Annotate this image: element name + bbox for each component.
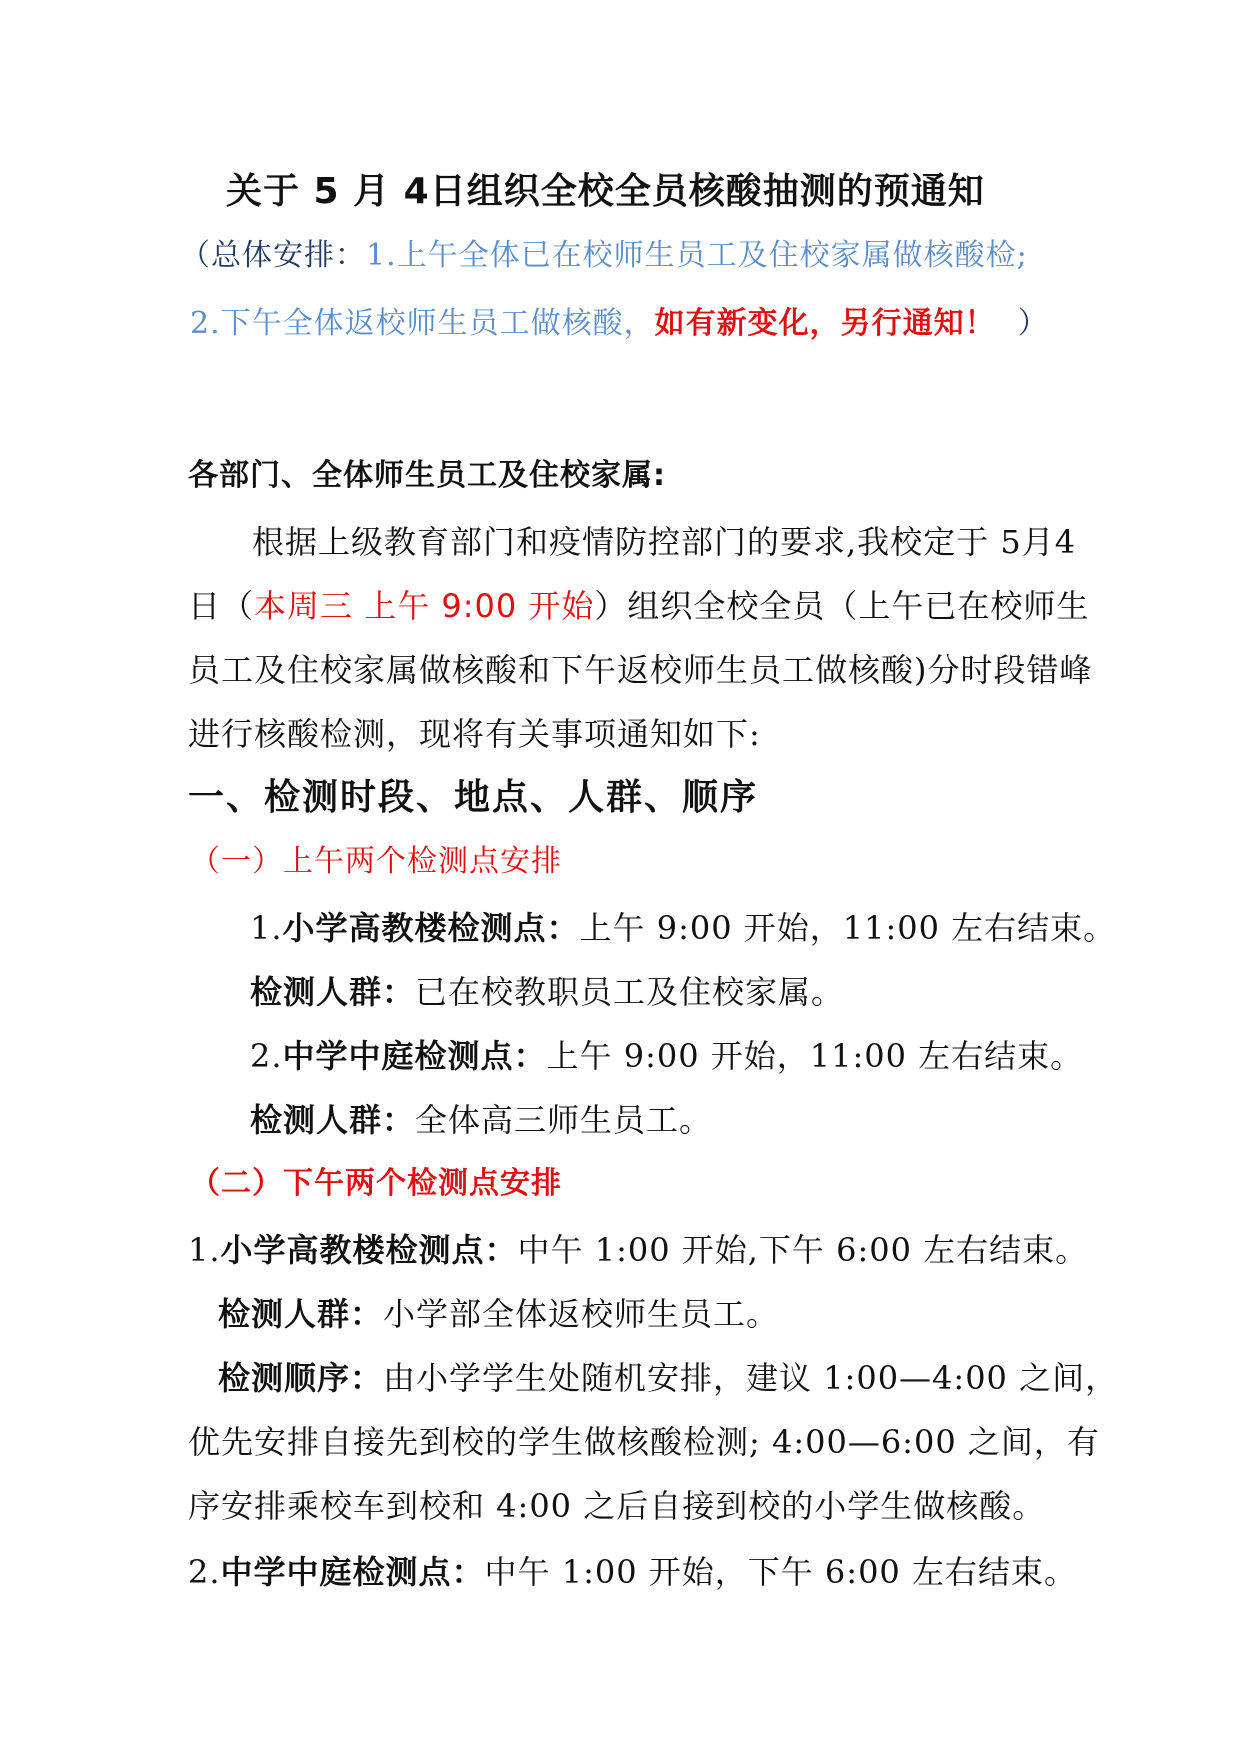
morning-site-2-group xyxy=(250,1100,712,1140)
intro-line-2-start: 日（ xyxy=(188,587,255,625)
morning-site-2-label: 中学中庭检测点： xyxy=(282,1037,547,1075)
morning-site-2-num: 2. xyxy=(250,1037,283,1075)
afternoon-site-1-label: 小学高教楼检测点： xyxy=(220,1231,518,1269)
document-title: 关于 5 月 4日组织全校全员核酸抽测的预通知 xyxy=(226,171,985,212)
section-1-heading: 一、检测时段、地点、人群、顺序 xyxy=(188,777,759,818)
afternoon-site-2-time: 中午 1:00 开始，下午 6:00 左右结束。 xyxy=(484,1553,1077,1591)
morning-site-1-time: 上午 9:00 开始，11:00 左右结束。 xyxy=(579,909,1117,947)
afternoon-site-1-order-label: 检测顺序： xyxy=(218,1359,384,1397)
afternoon-site-1-group xyxy=(218,1294,779,1334)
morning-site-2-group-label: 检测人群： xyxy=(250,1101,416,1139)
intro-line-4: 进行核酸检测，现将有关事项通知如下: xyxy=(188,715,761,753)
afternoon-site-1-order-line-2: 优先安排自接先到校的学生做核酸检测; 4:00—6:00 之间，有 xyxy=(188,1423,1100,1461)
intro-line-1: 根据上级教育部门和疫情防控部门的要求,我校定于 5月4 xyxy=(252,523,1077,561)
afternoon-site-1 xyxy=(188,1230,1088,1270)
afternoon-site-1-order-line-1: 由小学学生处随机安排，建议 1:00—4:00 之间， xyxy=(383,1359,1119,1397)
afternoon-site-1-order xyxy=(218,1358,1118,1398)
overview-line-1 xyxy=(180,236,1028,276)
morning-heading: （一）上午两个检测点安排 xyxy=(190,844,562,879)
morning-site-1-group-label: 检测人群： xyxy=(250,973,416,1011)
overview-open-paren: （ xyxy=(180,238,211,273)
intro-highlight: 本周三 上午 9:00 开始 xyxy=(254,587,595,625)
afternoon-site-1-order-line-3: 序安排乘校车到校和 4:00 之后自接到校的小学生做核酸。 xyxy=(188,1487,1046,1525)
morning-site-1-group xyxy=(250,972,844,1012)
afternoon-heading: （二）下午两个检测点安排 xyxy=(190,1166,562,1201)
morning-site-2-time: 上午 9:00 开始，11:00 左右结束。 xyxy=(546,1037,1084,1075)
intro-line-3: 员工及住校家属做核酸和下午返校师生员工做核酸)分时段错峰 xyxy=(188,651,1093,689)
afternoon-site-2-num: 2. xyxy=(188,1553,221,1591)
salutation: 各部门、全体师生员工及住校家属: xyxy=(188,458,666,493)
afternoon-site-2 xyxy=(188,1552,1077,1592)
afternoon-site-1-num: 1. xyxy=(188,1231,221,1269)
intro-line-2-end: ）组织全校全员（上午已在校师生 xyxy=(594,587,1090,625)
morning-site-1-group-value: 已在校教职员工及住校家属。 xyxy=(415,973,845,1011)
afternoon-site-1-time: 中午 1:00 开始,下午 6:00 左右结束。 xyxy=(517,1231,1089,1269)
morning-site-1-num: 1. xyxy=(250,909,283,947)
morning-site-2 xyxy=(250,1036,1083,1076)
overview-close-paren: ） xyxy=(1017,306,1049,341)
afternoon-site-2-label: 中学中庭检测点： xyxy=(220,1553,485,1591)
morning-site-1-label: 小学高教楼检测点： xyxy=(282,909,580,947)
morning-site-2-group-value: 全体高三师生员工。 xyxy=(415,1101,713,1139)
overview-label: 总体安排： xyxy=(211,238,366,273)
overview-item-1: 1.上午全体已在校师生员工及住校家属做核酸检; xyxy=(366,238,1028,273)
afternoon-site-1-group-label: 检测人群： xyxy=(218,1295,384,1333)
morning-site-1 xyxy=(250,908,1116,948)
overview-notice: 如有新变化，另行通知！ xyxy=(654,306,996,341)
overview-line-2 xyxy=(190,304,1049,344)
intro-line-2 xyxy=(188,586,1089,626)
afternoon-site-1-group-value: 小学部全体返校师生员工。 xyxy=(383,1295,780,1333)
overview-item-2: 2.下午全体返校师生员工做核酸， xyxy=(190,306,655,341)
